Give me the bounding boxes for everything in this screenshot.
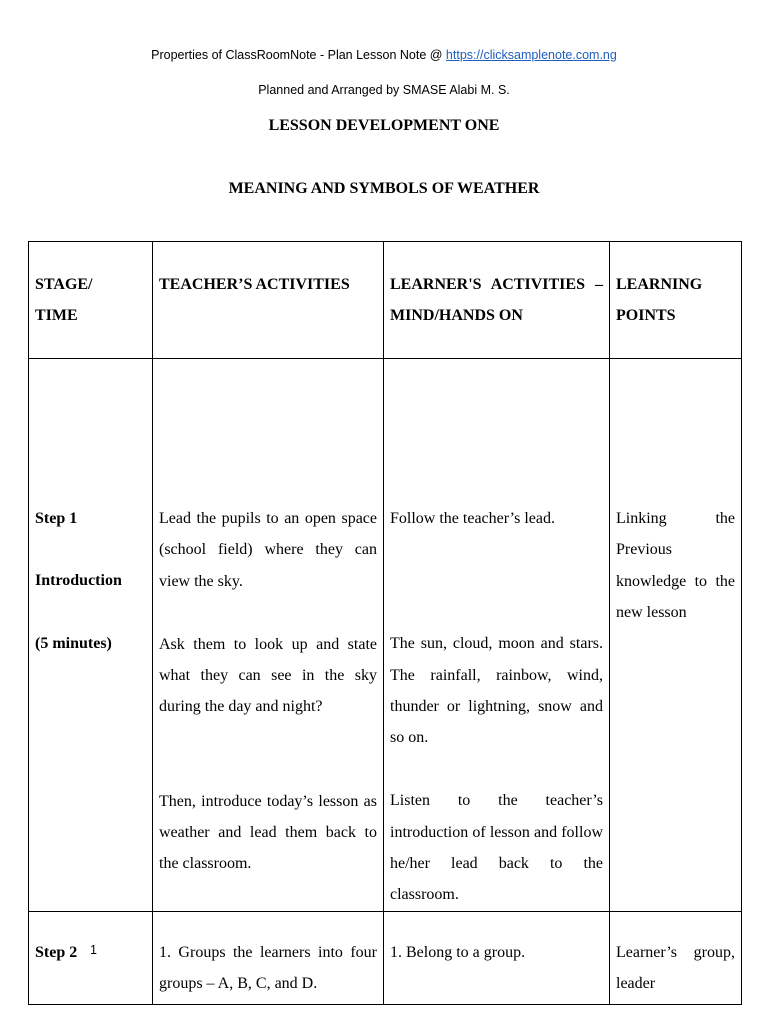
learner-cell: 1. Belong to a group. xyxy=(384,911,610,1004)
header-stage: STAGE/ TIME xyxy=(29,242,153,359)
header-learner: LEARNER'S ACTIVITIES – MIND/HANDS ON xyxy=(384,242,610,359)
page-header xyxy=(0,48,768,62)
points-cell: Learner’s group, leader xyxy=(610,911,742,1004)
lesson-table xyxy=(28,241,742,1005)
teacher-activity: Then, introduce today’s lesson as weather and lead them back to the classroom. xyxy=(159,792,377,873)
planned-by: Planned and Arranged by SMASE Alabi M. S. xyxy=(258,83,510,97)
header-points: LEARNING POINTS xyxy=(610,242,742,359)
header-text: Properties of ClassRoomNote - Plan Lesson Note @ xyxy=(151,48,446,62)
points-cell: Linking the Previous knowledge to the new lesson xyxy=(610,359,742,912)
stage-time: (5 minutes) xyxy=(35,634,112,652)
stage-cell xyxy=(29,359,153,912)
learner-activity: Listen to the teacher’s introduction of lesson and follow he/her lead back to the classroom. xyxy=(390,792,603,904)
learner-activity: The sun, cloud, moon and stars. The rainfall, rainbow, wind, thunder or lightning, snow and so on. xyxy=(390,635,603,747)
teacher-activity: Lead the pupils to an open space (school field) where they can view the sky. xyxy=(159,510,377,590)
table-row xyxy=(29,911,742,1004)
learner-cell xyxy=(384,359,610,912)
lesson-subtitle: MEANING AND SYMBOLS OF WEATHER xyxy=(228,180,540,197)
teacher-cell: 1. Groups the learners into four groups – A, B, C, and D. xyxy=(153,911,384,1004)
step-label: Step 1 xyxy=(35,510,78,527)
teacher-activity: Ask them to look up and state what they can see in the sky during the day and night? xyxy=(159,635,377,716)
table-row xyxy=(29,359,742,912)
stage-cell: Step 2 xyxy=(29,911,153,1004)
teacher-cell xyxy=(153,359,384,912)
stage-name: Introduction xyxy=(35,572,122,590)
learner-activity: Follow the teacher’s lead. xyxy=(390,510,555,527)
table-header-row xyxy=(29,242,742,359)
header-teacher: TEACHER’S ACTIVITIES xyxy=(153,242,384,359)
source-link[interactable]: https://clicksamplenote.com.ng xyxy=(445,48,617,62)
lesson-title: LESSON DEVELOPMENT ONE xyxy=(268,117,500,134)
page-number: 1 xyxy=(90,943,97,957)
